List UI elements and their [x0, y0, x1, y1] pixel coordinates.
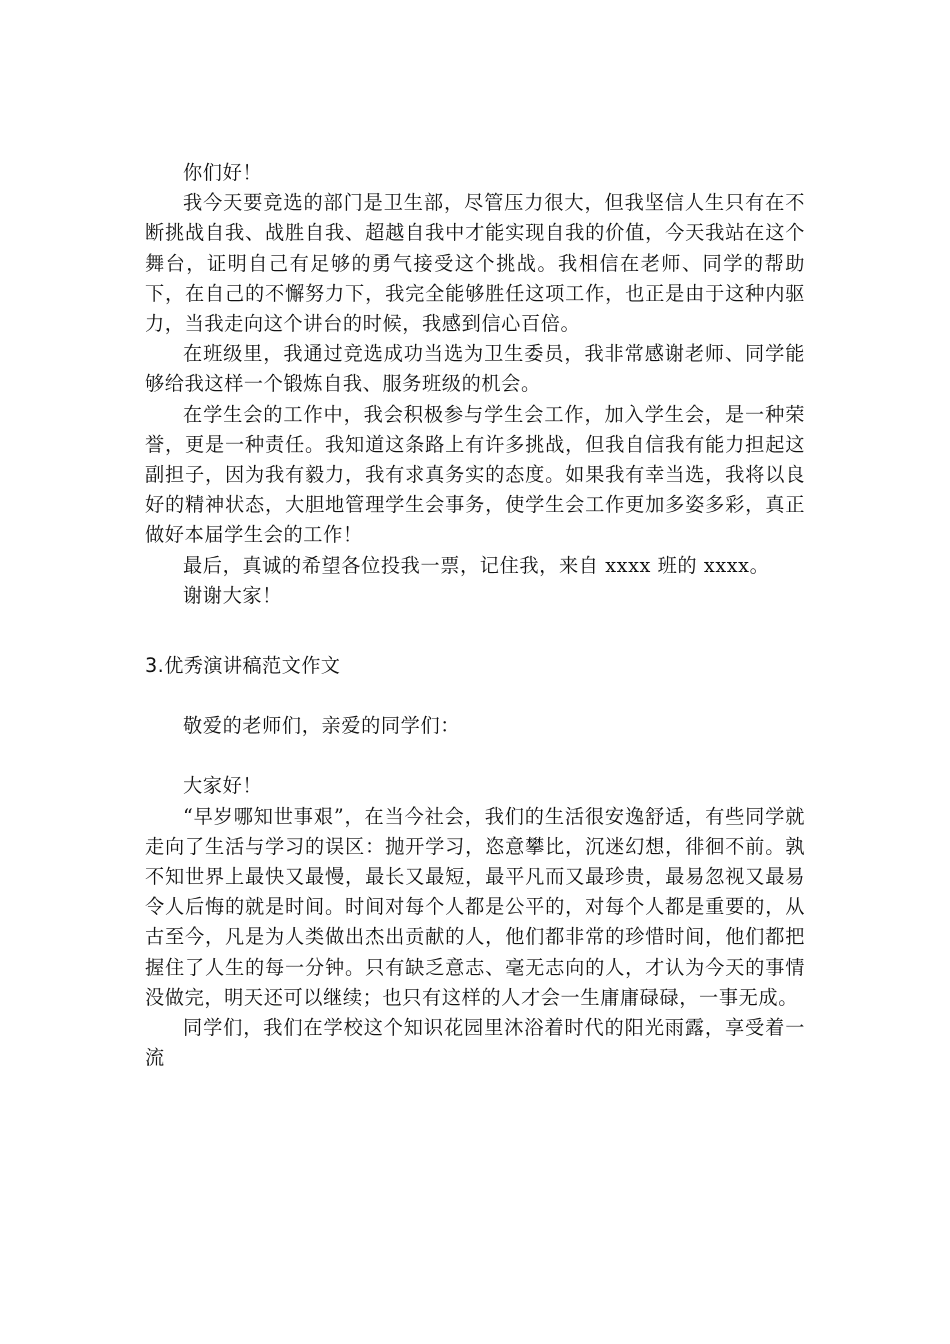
- section-heading: 3.优秀演讲稿范文作文: [145, 654, 341, 678]
- body-paragraph-time: “早岁哪知世事艰”，在当今社会，我们的生活很安逸舒适，有些同学就走向了生活与学习的误区：抛开学习，恣意攀比，沉迷幻想，徘徊不前。孰不知世界上最快又最慢，最长又最短，最平凡而又最珍贵，最易忽视又最易令人后悔的就是时间。时间对每个人都是公平的，对每个人都是重要的，从古至今，凡是为人类做出杰出贡献的人，他们都非常的珍惜时间，他们都把握住了人生的每一分钟。只有缺乏意志、毫无志向的人，才认为今天的事情没做完，明天还可以继续；也只有这样的人才会一生庸庸碌碌，一事无成。: [145, 804, 805, 1009]
- body-paragraph-closing: 最后，真诚的希望各位投我一票，记住我，来自 xxxx 班的 xxxx。: [183, 553, 770, 577]
- salutation-paragraph: 敬爱的老师们，亲爱的同学们：: [183, 714, 461, 738]
- greeting-paragraph: 你们好！: [183, 161, 263, 184]
- body-paragraph-school: 同学们，我们在学校这个知识花园里沐浴着时代的阳光雨露，享受着一流: [145, 1016, 805, 1070]
- greeting-paragraph-2: 大家好！: [183, 774, 263, 798]
- body-paragraph-department: 我今天要竞选的部门是卫生部，尽管压力很大，但我坚信人生只有在不断挑战自我、战胜自我、超越自我中才能实现自我的价值，今天我站在这个舞台，证明自己有足够的勇气接受这个挑战。我相信在老师、同学的帮助下，在自己的不懈努力下，我完全能够胜任这项工作，也正是由于这种内驱力，当我走向这个讲台的时候，我感到信心百倍。: [145, 191, 805, 336]
- document-body: [145, 158, 805, 1073]
- thanks-paragraph: 谢谢大家！: [183, 583, 282, 607]
- body-paragraph-class: 在班级里，我通过竞选成功当选为卫生委员，我非常感谢老师、同学能够给我这样一个锻炼自我、服务班级的机会。: [145, 342, 805, 396]
- body-paragraph-student-union: 在学生会的工作中，我会积极参与学生会工作，加入学生会，是一种荣誉，更是一种责任。我知道这条路上有许多挑战，但我自信我有能力担起这副担子，因为我有毅力，我有求真务实的态度。如果我有幸当选，我将以良好的精神状态，大胆地管理学生会事务，使学生会工作更加多姿多彩，真正做好本届学生会的工作！: [145, 402, 805, 547]
